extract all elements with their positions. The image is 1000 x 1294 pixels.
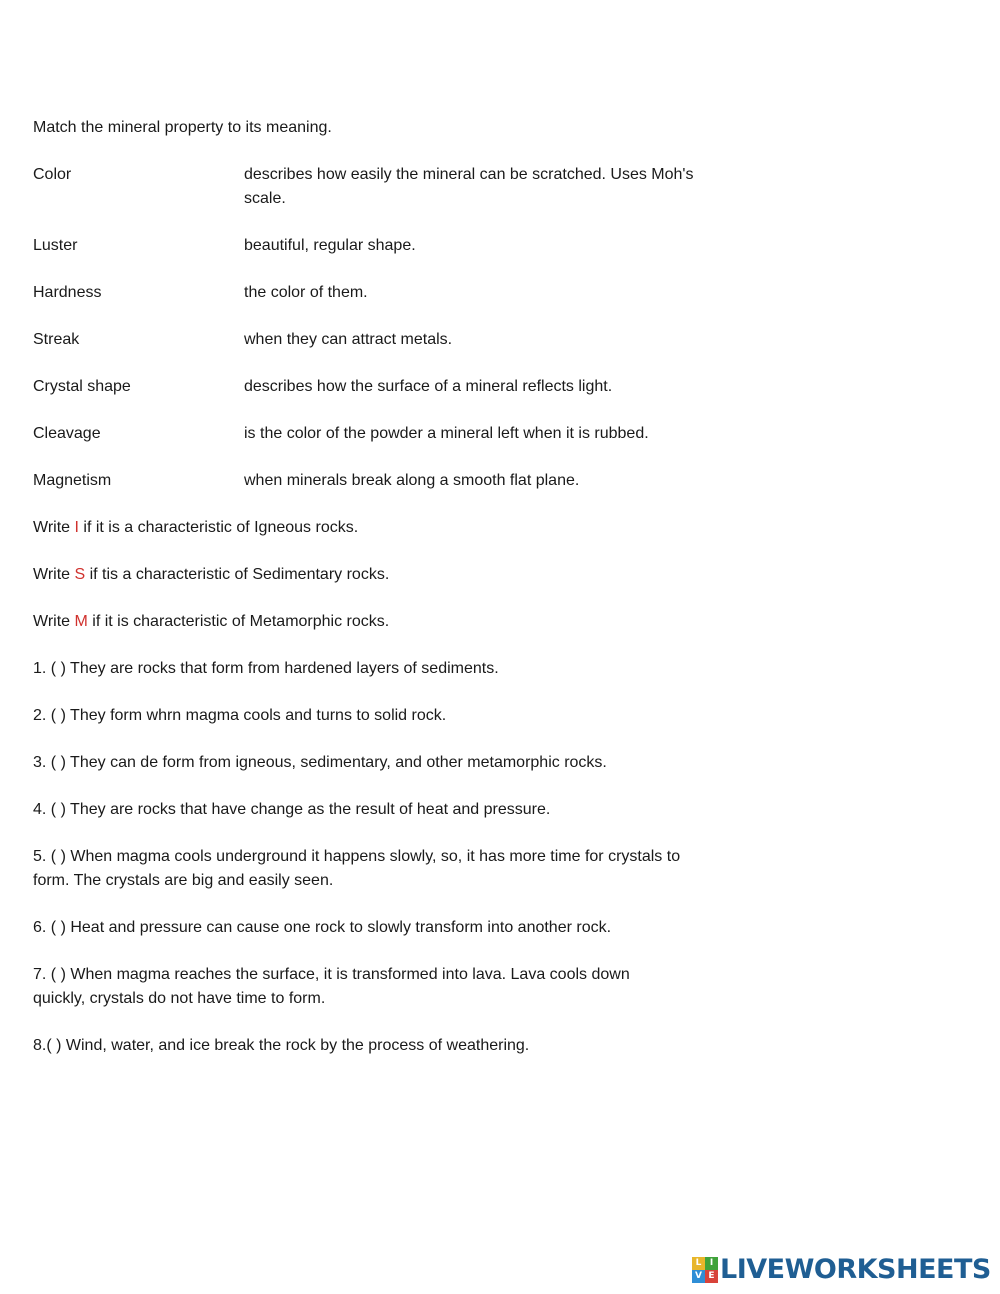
write-suffix: if it is a characteristic of Igneous rocks.: [78, 519, 359, 536]
question-item: 3. ( ) They can de form from igneous, sedimentary, and other metamorphic rocks.: [33, 754, 607, 771]
match-term: Cleavage: [33, 425, 101, 442]
question-item: 4. ( ) They are rocks that have change as the result of heat and pressure.: [33, 801, 551, 818]
question-item: 7. ( ) When magma reaches the surface, it is transformed into lava. Lava cools down quickly, crystals do not have time to form.: [33, 966, 630, 1007]
match-definition: when they can attract metals.: [244, 331, 453, 348]
question-item: 5. ( ) When magma cools underground it happens slowly, so, it has more time for crystals to form. The crystals are big and easily seen.: [33, 848, 681, 889]
worksheet: [33, 116, 753, 1081]
question-item: 2. ( ) They form whrn magma cools and turns to solid rock.: [33, 707, 447, 724]
write-prefix: Write: [33, 519, 75, 536]
match-term: Magnetism: [33, 472, 112, 489]
logo-mark-icon: L I V E: [692, 1257, 718, 1283]
match-row: [33, 163, 753, 211]
logo-text: LIVEWORKSHEETS: [720, 1254, 991, 1285]
match-term: Color: [33, 166, 72, 183]
match-term: Crystal shape: [33, 378, 131, 395]
match-definition: is the color of the powder a mineral left when it is rubbed.: [244, 425, 649, 442]
write-rule-igneous: [33, 516, 753, 540]
match-row: [33, 234, 753, 258]
match-term: Streak: [33, 331, 80, 348]
write-suffix: if it is characteristic of Metamorphic rocks.: [87, 613, 390, 630]
match-row: [33, 328, 753, 352]
write-prefix: Write: [33, 566, 75, 583]
match-list: [33, 163, 753, 493]
question-item: 1. ( ) They are rocks that form from hardened layers of sediments.: [33, 660, 499, 677]
code-letter: M: [74, 613, 88, 630]
code-letter: S: [74, 566, 86, 583]
match-definition: describes how the surface of a mineral reflects light.: [244, 378, 613, 395]
match-row: [33, 469, 753, 493]
code-letter: I: [74, 519, 79, 536]
match-definition: the color of them.: [244, 284, 368, 301]
match-term: Hardness: [33, 284, 102, 301]
write-suffix: if tis a characteristic of Sedimentary rocks.: [85, 566, 390, 583]
question-item: 6. ( ) Heat and pressure can cause one rock to slowly transform into another rock.: [33, 919, 612, 936]
match-definition: describes how easily the mineral can be scratched. Uses Moh's scale.: [244, 166, 694, 207]
match-instruction: Match the mineral property to its meaning.: [33, 119, 332, 136]
write-rules: [33, 516, 753, 634]
write-rule-sedimentary: [33, 563, 753, 587]
write-prefix: Write: [33, 613, 75, 630]
match-row: [33, 422, 753, 446]
liveworksheets-logo: [692, 1254, 991, 1286]
match-definition: when minerals break along a smooth flat plane.: [244, 472, 580, 489]
question-list: [33, 657, 753, 1058]
match-row: [33, 375, 753, 399]
match-term: Luster: [33, 237, 78, 254]
match-row: [33, 281, 753, 305]
question-item: 8.( ) Wind, water, and ice break the rock by the process of weathering.: [33, 1037, 530, 1054]
match-definition: beautiful, regular shape.: [244, 237, 416, 254]
write-rule-metamorphic: [33, 610, 753, 634]
